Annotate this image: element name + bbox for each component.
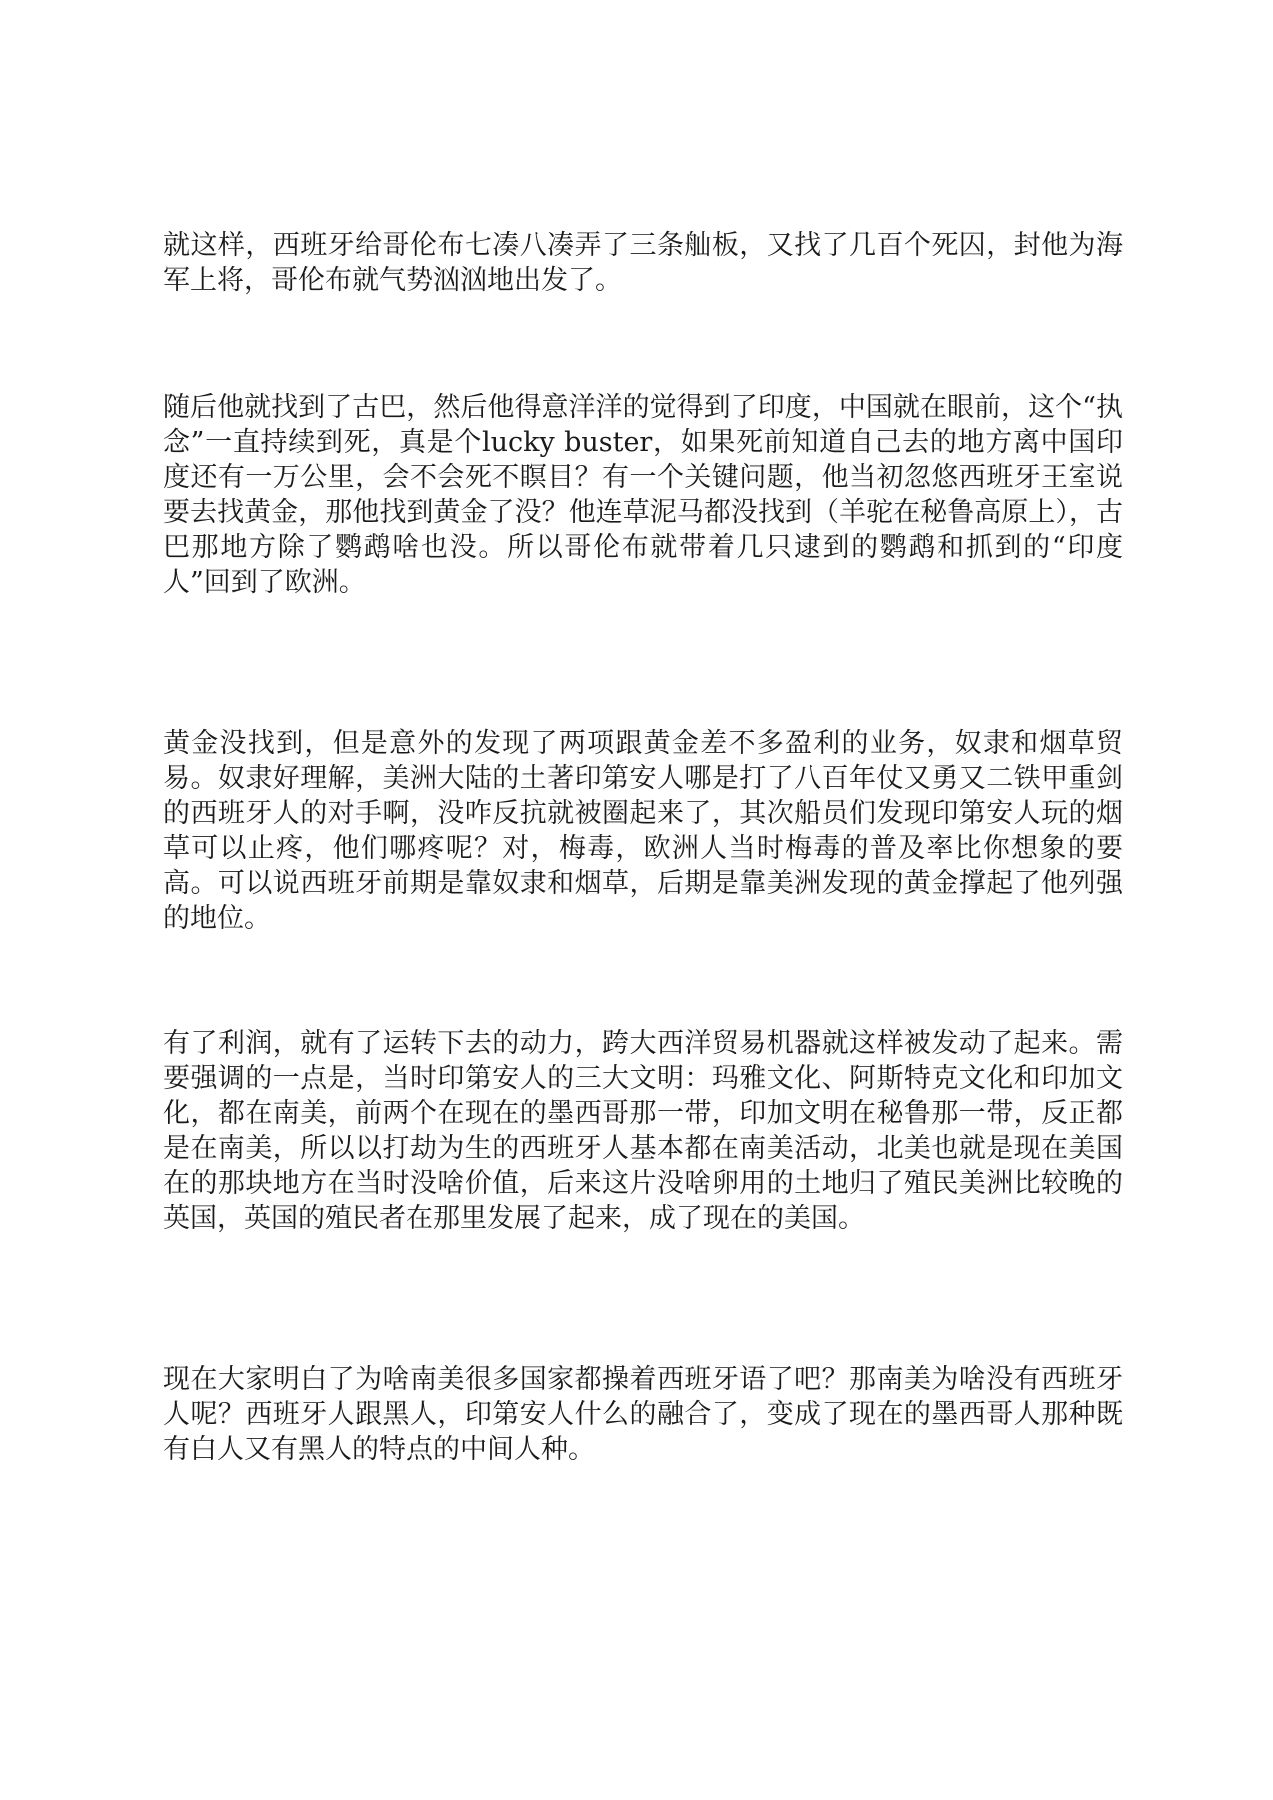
paragraph-3: 黄金没找到，但是意外的发现了两项跟黄金差不多盈利的业务，奴隶和烟草贸易。奴隶好理解，美洲大陆的土著印第安人哪是打了八百年仗又勇又二铁甲重剑的西班牙人的对手啊，没咋反抗就被圈起来了，其次船员们发现印第安人玩的烟草可以止疼，他们哪疼呢？对，梅毒，欧洲人当时梅毒的普及率比你想象的要高。可以说西班牙前期是靠奴隶和烟草，后期是靠美洲发现的黄金撑起了他列强的地位。 <box>163 728 1123 934</box>
paragraph-5: 现在大家明白了为啥南美很多国家都操着西班牙语了吧？那南美为啥没有西班牙人呢？西班牙人跟黑人，印第安人什么的融合了，变成了现在的墨西哥人那种既有白人又有黑人的特点的中间人种。 <box>163 1364 1123 1465</box>
paragraph-2: 随后他就找到了古巴，然后他得意洋洋的觉得到了印度，中国就在眼前，这个“执念”一直持续到死，真是个lucky buster，如果死前知道自己去的地方离中国印度还有一万公里，会不会死不瞑目？有一个关键问题，他当初忽悠西班牙王室说要去找黄金，那他找到黄金了没？他连草泥马都没找到（羊驼在秘鲁高原上），古巴那地方除了鹦鹉啥也没。所以哥伦布就带着几只逮到的鹦鹉和抓到的“印度人”回到了欧洲。 <box>163 392 1123 598</box>
paragraph-1: 就这样，西班牙给哥伦布七凑八凑弄了三条舢板，又找了几百个死囚，封他为海军上将，哥伦布就气势汹汹地出发了。 <box>163 230 1123 296</box>
paragraph-4: 有了利润，就有了运转下去的动力，跨大西洋贸易机器就这样被发动了起来。需要强调的一点是，当时印第安人的三大文明：玛雅文化、阿斯特克文化和印加文化，都在南美，前两个在现在的墨西哥那一带，印加文明在秘鲁那一带，反正都是在南美，所以以打劫为生的西班牙人基本都在南美活动，北美也就是现在美国在的那块地方在当时没啥价值，后来这片没啥卵用的土地归了殖民美洲比较晚的英国，英国的殖民者在那里发展了起来，成了现在的美国。 <box>163 1028 1123 1234</box>
